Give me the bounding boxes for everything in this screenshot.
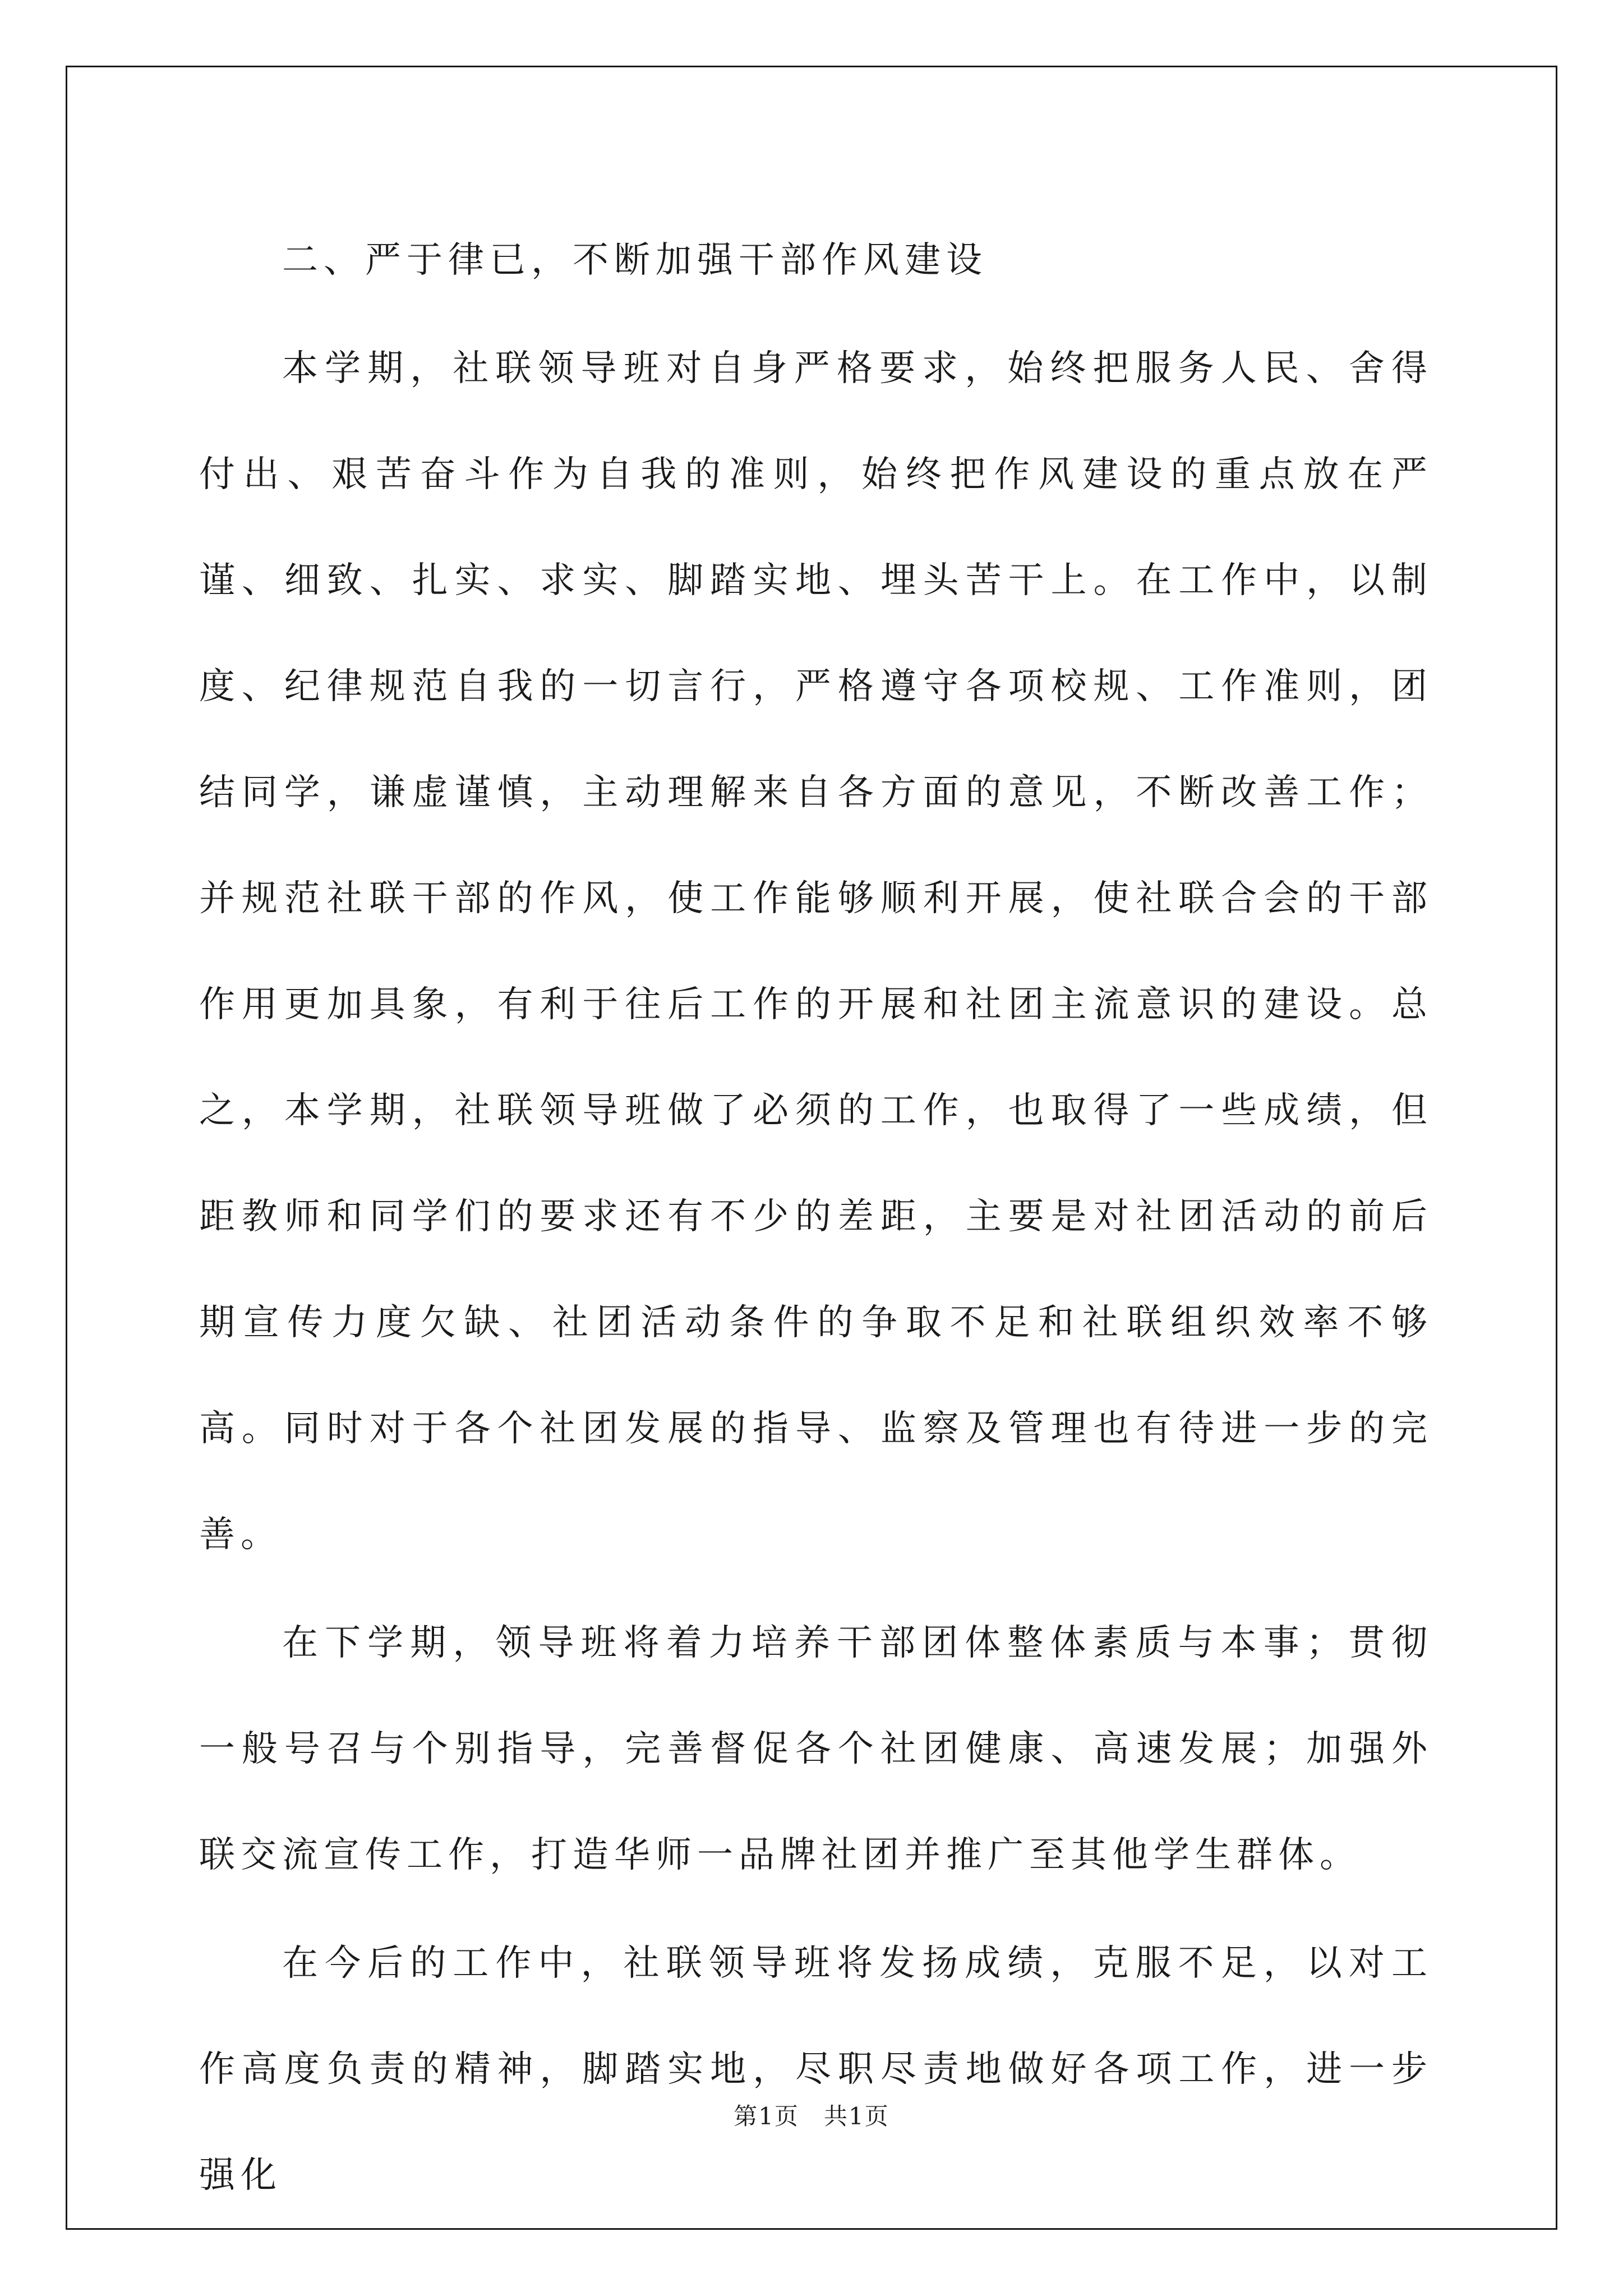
paragraph-2: 在下学期，领导班将着力培养干部团体整体素质与本事；贯彻一般号召与个别指导，完善督促各个社团健康、高速发展；加强外联交流宣传工作，打造华师一品牌社团并推广至其他学生群体。 <box>199 1622 1433 1876</box>
page-footer: 第1页 共1页 <box>734 2102 889 2130</box>
document-body <box>199 208 1433 2229</box>
section-heading: 二、严于律已，不断加强干部作风建设 <box>282 240 988 281</box>
paragraph-1: 本学期，社联领导班对自身严格要求，始终把服务人民、舍得付出、艰苦奋斗作为自我的准则，始终把作风建设的重点放在严谨、细致、扎实、求实、脚踏实地、埋头苦干上。在工作中，以制度、纪律规范自我的一切言行，严格遵守各项校规、工作准则，团结同学，谦虚谨慎，主动理解来自各方面的意见，不断改善工作；并规范社联干部的作风，使工作能够顺利开展，使社联合会的干部作用更加具象，有利于往后工作的开展和社团主流意识的建设。总之，本学期，社联领导班做了必须的工作，也取得了一些成绩，但距教师和同学们的要求还有不少的差距，主要是对社团活动的前后期宣传力度欠缺、社团活动条件的争取不足和社联组织效率不够高。同时对于各个社团发展的指导、监察及管理也有待进一步的完善。 <box>199 348 1433 1556</box>
paragraph-3: 在今后的工作中，社联领导班将发扬成绩，克服不足，以对工作高度负责的精神，脚踏实地，尽职尽责地做好各项工作，进一步强化 <box>199 1943 1433 2196</box>
